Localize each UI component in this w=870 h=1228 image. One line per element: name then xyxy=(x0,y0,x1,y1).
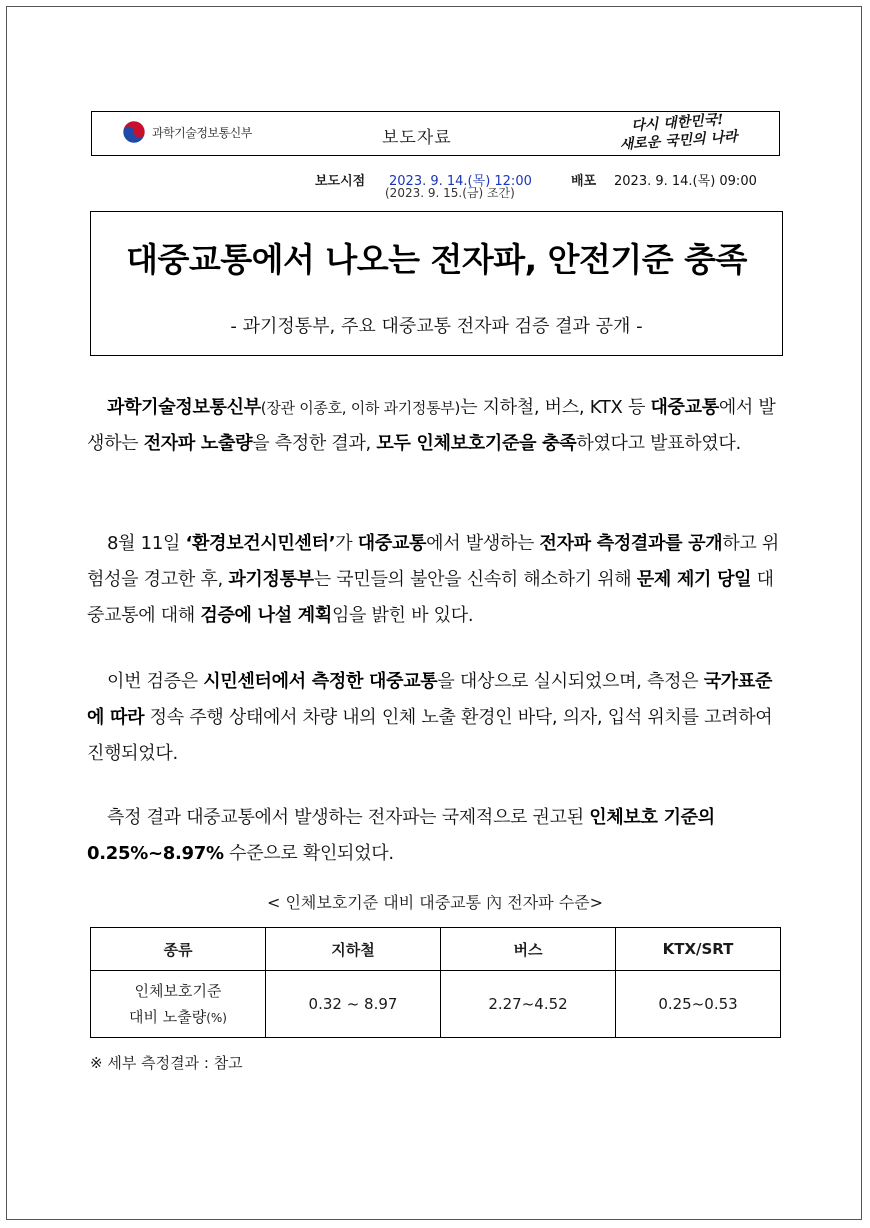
p2-seg: 에서 발생하는 xyxy=(426,533,540,554)
p2-seg: 가 xyxy=(335,533,358,554)
p3-seg: 정속 주행 상태에서 차량 내의 인체 노출 환경인 바닥, 의자, 입석 위치를 고려하여 진행되었다. xyxy=(87,707,773,764)
p1-seg: 전자파 노출량 xyxy=(143,433,253,454)
p2-seg: 임을 밝힌 바 있다. xyxy=(331,605,474,626)
table-header-cell: 종류 xyxy=(91,928,266,971)
table-row xyxy=(91,971,781,1038)
ministry-logo xyxy=(122,120,252,144)
header-banner xyxy=(91,111,780,156)
row-label-line-1: 인체보호기준 xyxy=(134,981,222,1000)
paragraph-1 xyxy=(87,390,787,462)
p2-seg: 8월 11일 xyxy=(107,533,186,554)
table-caption: < 인체보호기준 대비 대중교통 內 전자파 수준> xyxy=(266,893,604,912)
p1-seg: (장관 이종호, 이하 과기정통부) xyxy=(260,399,461,417)
p3-seg: 국가표준에 따라 xyxy=(87,671,773,728)
table-row-label xyxy=(91,971,266,1038)
p3-seg: 을 대상으로 실시되었으며, 측정은 xyxy=(437,671,704,692)
main-headline: 대중교통에서 나오는 전자파, 안전기준 충족 xyxy=(126,240,747,279)
distribution-date: 2023. 9. 14.(목) 09:00 xyxy=(614,174,757,189)
footnote: ※ 세부 측정결과 : 참고 xyxy=(90,1054,243,1072)
p2-seg: 대중교통 xyxy=(357,533,427,554)
slogan-line-2: 새로운 국민의 나라 xyxy=(619,128,739,154)
embargo-label: 보도시점 xyxy=(315,174,366,189)
p1-seg: 에서 발생하는 xyxy=(87,397,776,454)
p2-seg: ‘환경보건시민센터’ xyxy=(185,533,336,554)
p1-seg: 모두 인체보호기준을 충족 xyxy=(376,433,577,454)
paragraph-2 xyxy=(87,526,787,634)
p2-seg: 전자파 측정결과를 공개 xyxy=(539,533,723,554)
distribution-label: 배포 xyxy=(571,174,597,189)
embargo-date: 2023. 9. 14.(목) 12:00 xyxy=(389,174,532,189)
embargo-paper-date: (2023. 9. 15.(금) 조간) xyxy=(385,186,515,200)
table-header-cell: 지하철 xyxy=(266,928,441,971)
p4-seg: 측정 결과 대중교통에서 발생하는 전자파는 국제적으로 권고된 xyxy=(107,807,590,828)
p3-seg: 시민센터에서 측정한 대중교통 xyxy=(203,671,438,692)
table-header-cell: 버스 xyxy=(441,928,616,971)
sub-headline: - 과기정통부, 주요 대중교통 전자파 검증 결과 공개 - xyxy=(230,316,643,337)
row-label-text: 대비 노출량 xyxy=(129,1007,207,1026)
title-box xyxy=(90,211,783,356)
p1-seg: 대중교통 xyxy=(650,397,719,418)
p4-seg: 수준으로 확인되었다. xyxy=(223,843,394,864)
row-label-line-2 xyxy=(92,1004,264,1031)
ministry-name: 과학기술정보통신부 xyxy=(152,125,252,140)
p1-seg: 을 측정한 결과, xyxy=(252,433,377,454)
taegeuk-icon xyxy=(122,120,146,144)
p2-seg: 문제 제기 당일 xyxy=(636,569,752,590)
table-cell-ktx: 0.25~0.53 xyxy=(616,971,781,1038)
p1-seg: 는 지하철, 버스, KTX 등 xyxy=(460,397,651,418)
p2-seg: 과기정통부 xyxy=(228,569,314,590)
row-label-unit: (%) xyxy=(206,1010,227,1025)
p1-seg: 과학기술정보통신부 xyxy=(107,397,261,418)
p1-seg: 하였다고 발표하였다. xyxy=(576,433,741,454)
p2-seg: 검증에 나설 계획 xyxy=(200,605,332,626)
p2-seg: 하고 위험성을 경고한 후, xyxy=(87,533,780,590)
table-cell-bus: 2.27~4.52 xyxy=(441,971,616,1038)
table-cell-subway: 0.32 ~ 8.97 xyxy=(266,971,441,1038)
p3-seg: 이번 검증은 xyxy=(107,671,204,692)
p4-seg: 인체보호 기준의 0.25%~8.97% xyxy=(87,807,715,864)
slogan-line-1: 다시 대한민국! xyxy=(630,111,724,135)
table-header-row xyxy=(91,928,781,971)
paragraph-4 xyxy=(87,800,787,872)
slogan-logo xyxy=(591,108,765,156)
doc-type-label: 보도자료 xyxy=(382,128,452,148)
table-header-cell: KTX/SRT xyxy=(616,928,781,971)
p2-seg: 대중교통에 대해 xyxy=(87,569,774,626)
p2-seg: 는 국민들의 불안을 신속히 해소하기 위해 xyxy=(313,569,637,590)
exposure-table xyxy=(90,927,781,1038)
paragraph-3 xyxy=(87,664,787,772)
